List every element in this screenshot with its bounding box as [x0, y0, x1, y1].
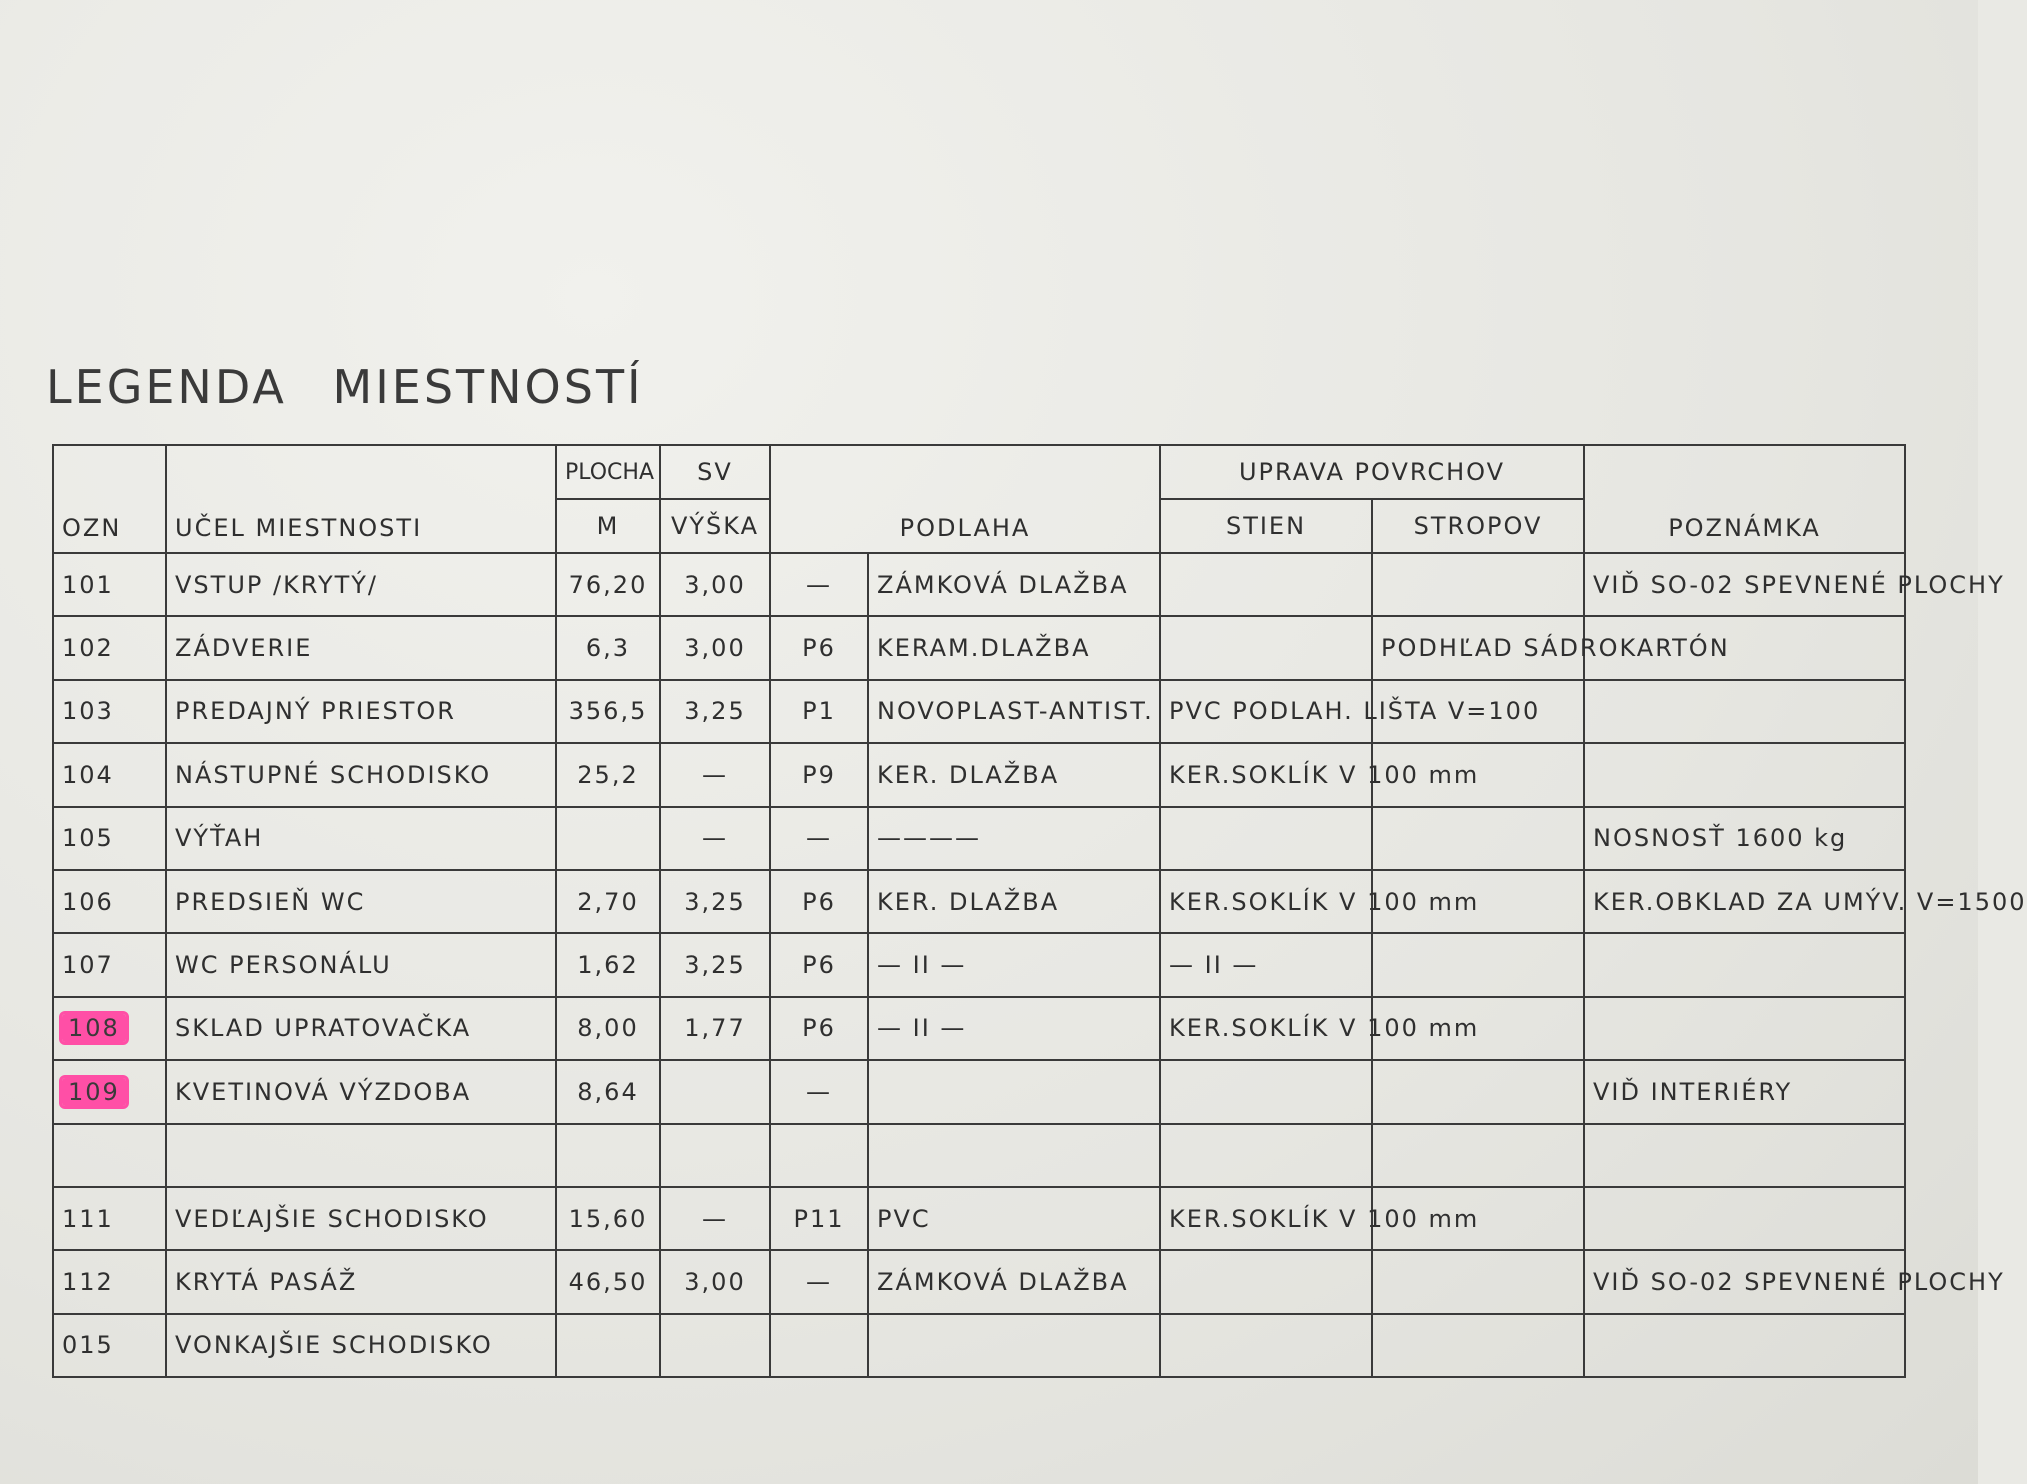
cell-poznamka	[1584, 933, 1905, 996]
cell-podlaha: ZÁMKOVÁ DLAŽBA	[868, 553, 1160, 616]
header-poznamka: POZNÁMKA	[1584, 445, 1905, 553]
cell-ozn: 105	[53, 807, 166, 870]
cell-plocha: 8,00	[556, 997, 660, 1060]
cell-poznamka: KER.OBKLAD ZA UMÝV. V=1500	[1584, 870, 1905, 933]
cell-vyska: 3,25	[660, 933, 770, 996]
cell-ucel: VEDĽAJŠIE SCHODISKO	[166, 1187, 556, 1250]
highlighted-room-number: 108	[62, 1014, 126, 1042]
cell-ucel: KRYTÁ PASÁŽ	[166, 1250, 556, 1313]
header-ucel: UČEL MIESTNOSTI	[166, 445, 556, 553]
cell-podlaha: KER. DLAŽBA	[868, 743, 1160, 806]
cell-ozn: 102	[53, 616, 166, 679]
table-row	[53, 1124, 1905, 1187]
cell-podlaha: — II —	[868, 997, 1160, 1060]
cell-ozn: 111	[53, 1187, 166, 1250]
cell-vyska: 3,00	[660, 616, 770, 679]
cell-ucel: VÝŤAH	[166, 807, 556, 870]
cell-vyska: 3,25	[660, 680, 770, 743]
cell-podlaha-kod: P6	[770, 997, 868, 1060]
cell-poznamka	[1584, 1124, 1905, 1187]
cell-stropov	[1372, 1060, 1584, 1123]
cell-stien	[1160, 1124, 1372, 1187]
cell-ucel: VONKAJŠIE SCHODISKO	[166, 1314, 556, 1377]
cell-ozn	[53, 997, 166, 1060]
cell-plocha: 15,60	[556, 1187, 660, 1250]
cell-podlaha-kod: —	[770, 807, 868, 870]
cell-stien: KER.SOKLÍK V 100 mm	[1160, 997, 1372, 1060]
cell-stropov: PODHĽAD SÁDROKARTÓN	[1372, 616, 1584, 679]
room-legend-table	[52, 444, 2027, 1378]
cell-stien: KER.SOKLÍK V 100 mm	[1160, 743, 1372, 806]
cell-vyska	[660, 1124, 770, 1187]
table-row	[53, 743, 1905, 806]
cell-plocha: 25,2	[556, 743, 660, 806]
cell-podlaha-kod: —	[770, 1060, 868, 1123]
cell-ucel: PREDAJNÝ PRIESTOR	[166, 680, 556, 743]
cell-stropov	[1372, 1250, 1584, 1313]
cell-stien	[1160, 1250, 1372, 1313]
table-row	[53, 616, 1905, 679]
cell-stropov	[1372, 933, 1584, 996]
header-plocha-unit: M	[556, 499, 660, 553]
cell-poznamka: NOSNOSŤ 1600 kg	[1584, 807, 1905, 870]
cell-stien	[1160, 807, 1372, 870]
cell-vyska: 3,25	[660, 870, 770, 933]
cell-plocha	[556, 1314, 660, 1377]
cell-ucel: WC PERSONÁLU	[166, 933, 556, 996]
cell-ozn: 015	[53, 1314, 166, 1377]
cell-ozn	[53, 1060, 166, 1123]
table-row	[53, 1250, 1905, 1313]
cell-stropov	[1372, 553, 1584, 616]
table-row	[53, 1060, 1905, 1123]
header-sv-top: SV	[660, 445, 770, 499]
cell-plocha: 6,3	[556, 616, 660, 679]
table-row	[53, 870, 1905, 933]
table-row	[53, 1314, 1905, 1377]
cell-stien: KER.SOKLÍK V 100 mm	[1160, 870, 1372, 933]
cell-plocha: 2,70	[556, 870, 660, 933]
cell-plocha: 46,50	[556, 1250, 660, 1313]
cell-ucel: ZÁDVERIE	[166, 616, 556, 679]
table-row	[53, 680, 1905, 743]
cell-podlaha-kod: P6	[770, 870, 868, 933]
cell-stropov	[1372, 807, 1584, 870]
cell-vyska: 3,00	[660, 553, 770, 616]
cell-podlaha-kod: P9	[770, 743, 868, 806]
cell-poznamka	[1584, 1187, 1905, 1250]
cell-plocha	[556, 1124, 660, 1187]
table-row	[53, 553, 1905, 616]
cell-plocha: 356,5	[556, 680, 660, 743]
cell-podlaha	[868, 1124, 1160, 1187]
cell-ucel: PREDSIEŇ WC	[166, 870, 556, 933]
cell-plocha	[556, 807, 660, 870]
cell-stien	[1160, 616, 1372, 679]
cell-podlaha-kod: P11	[770, 1187, 868, 1250]
header-vyska: VÝŠKA	[660, 499, 770, 553]
cell-podlaha-kod: P6	[770, 616, 868, 679]
cell-podlaha	[868, 1060, 1160, 1123]
cell-podlaha-kod: —	[770, 553, 868, 616]
legend-rows	[53, 553, 2027, 1377]
cell-vyska: —	[660, 1187, 770, 1250]
cell-podlaha: KERAM.DLAŽBA	[868, 616, 1160, 679]
cell-poznamka	[1584, 997, 1905, 1060]
cell-plocha: 1,62	[556, 933, 660, 996]
cell-podlaha: NOVOPLAST-ANTIST.	[868, 680, 1160, 743]
cell-poznamka	[1584, 743, 1905, 806]
cell-podlaha	[868, 1314, 1160, 1377]
cell-ozn: 106	[53, 870, 166, 933]
cell-vyska: —	[660, 743, 770, 806]
cell-podlaha: ZÁMKOVÁ DLAŽBA	[868, 1250, 1160, 1313]
cell-ucel: SKLAD UPRATOVAČKA	[166, 997, 556, 1060]
cell-stien: — II —	[1160, 933, 1372, 996]
cell-podlaha-kod: P6	[770, 933, 868, 996]
header-stropov: STROPOV	[1372, 499, 1584, 553]
header-stien: STIEN	[1160, 499, 1372, 553]
cell-podlaha: PVC	[868, 1187, 1160, 1250]
cell-ucel: KVETINOVÁ VÝZDOBA	[166, 1060, 556, 1123]
cell-stien	[1160, 1314, 1372, 1377]
cell-stien: KER.SOKLÍK V 100 mm	[1160, 1187, 1372, 1250]
header-uprava-povrchov: UPRAVA POVRCHOV	[1160, 445, 1584, 499]
cell-stien	[1160, 1060, 1372, 1123]
page-title: LEGENDA MIESTNOSTÍ	[46, 360, 644, 414]
cell-ozn: 112	[53, 1250, 166, 1313]
header-podlaha: PODLAHA	[770, 445, 1160, 553]
cell-stien	[1160, 553, 1372, 616]
cell-ucel	[166, 1124, 556, 1187]
cell-ucel: VSTUP /KRYTÝ/	[166, 553, 556, 616]
cell-podlaha-kod	[770, 1314, 868, 1377]
cell-podlaha-kod: —	[770, 1250, 868, 1313]
cell-podlaha-kod: P1	[770, 680, 868, 743]
cell-podlaha: ————	[868, 807, 1160, 870]
cell-ozn: 101	[53, 553, 166, 616]
cell-vyska	[660, 1314, 770, 1377]
cell-podlaha-kod	[770, 1124, 868, 1187]
table-row	[53, 1187, 1905, 1250]
cell-ozn: 103	[53, 680, 166, 743]
cell-ucel: NÁSTUPNÉ SCHODISKO	[166, 743, 556, 806]
cell-vyska: 1,77	[660, 997, 770, 1060]
header-plocha-top: PLOCHA	[556, 445, 660, 499]
cell-podlaha: KER. DLAŽBA	[868, 870, 1160, 933]
header-ozn: OZN	[53, 445, 166, 553]
highlighted-room-number: 109	[62, 1078, 126, 1106]
cell-poznamka: VIĎ SO-02 SPEVNENÉ PLOCHY	[1584, 1250, 1905, 1313]
table-row	[53, 997, 1905, 1060]
cell-vyska	[660, 1060, 770, 1123]
cell-vyska: 3,00	[660, 1250, 770, 1313]
cell-stien: PVC PODLAH. LIŠTA V=100	[1160, 680, 1372, 743]
cell-plocha: 76,20	[556, 553, 660, 616]
cell-ozn: 104	[53, 743, 166, 806]
cell-stropov	[1372, 1314, 1584, 1377]
cell-ozn: 107	[53, 933, 166, 996]
cell-poznamka: VIĎ INTERIÉRY	[1584, 1060, 1905, 1123]
cell-vyska: —	[660, 807, 770, 870]
table-row	[53, 933, 1905, 996]
cell-poznamka: VIĎ SO-02 SPEVNENÉ PLOCHY	[1584, 553, 1905, 616]
cell-plocha: 8,64	[556, 1060, 660, 1123]
cell-poznamka	[1584, 680, 1905, 743]
table-row	[53, 807, 1905, 870]
cell-podlaha: — II —	[868, 933, 1160, 996]
cell-ozn	[53, 1124, 166, 1187]
cell-stropov	[1372, 1124, 1584, 1187]
cell-poznamka	[1584, 1314, 1905, 1377]
